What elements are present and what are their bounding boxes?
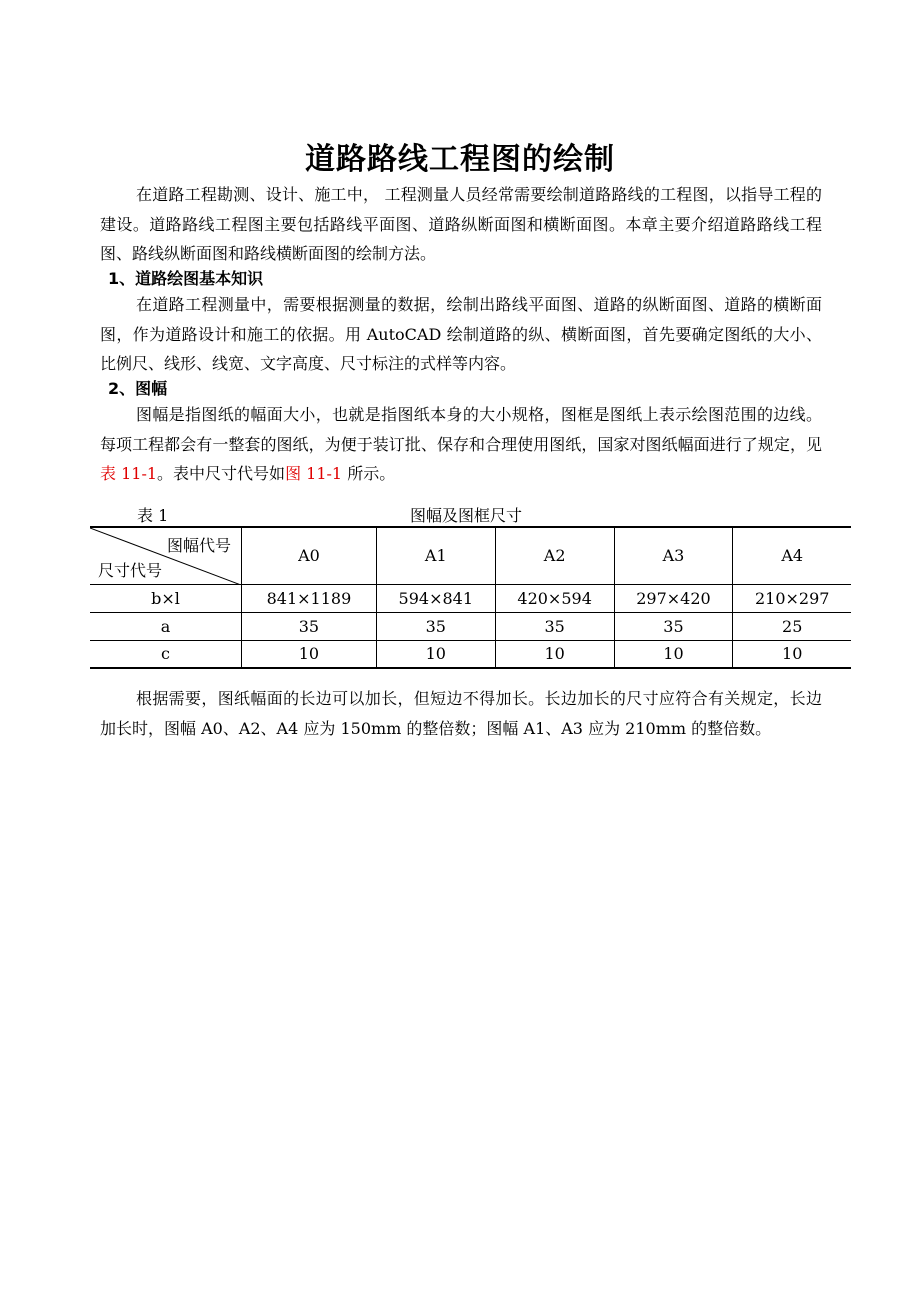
table-cell: 35 — [242, 612, 377, 640]
section2-text-1: 图幅是指图纸的幅面大小，也就是指图纸本身的大小规格，图框是图纸上表示绘图范围的边线。每项工程都会有一整套的图纸，为便于装订批、保存和合理使用图纸，国家对图纸幅面进行了规定，见 — [100, 405, 822, 454]
column-header: A2 — [495, 527, 614, 584]
table-cell: 10 — [733, 640, 851, 668]
row-label: c — [90, 640, 242, 668]
page-title: 道路路线工程图的绘制 — [305, 142, 615, 177]
section2-heading: 2、图幅 — [108, 379, 168, 398]
section2-paragraph — [100, 400, 822, 489]
table-cell: 35 — [495, 612, 614, 640]
table-cell: 10 — [495, 640, 614, 668]
table-header-row — [90, 527, 851, 584]
table-title: 图幅及图框尺寸 — [410, 506, 523, 525]
table-cell: 25 — [733, 612, 851, 640]
closing-paragraph: 根据需要，图纸幅面的长边可以加长，但短边不得加长。长边加长的尺寸应符合有关规定，长边加长时，图幅 A0、A2、A4 应为 150mm 的整倍数；图幅 A1、A3 应为 210mm 的整倍数。 — [100, 689, 822, 738]
figure-reference-link[interactable]: 图 11-1 — [285, 464, 343, 483]
table-cell: 10 — [614, 640, 733, 668]
corner-row-label: 尺寸代号 — [98, 560, 163, 580]
table-corner-cell — [90, 527, 242, 584]
section1-paragraph: 在道路工程测量中，需要根据测量的数据，绘制出路线平面图、道路的纵断面图、道路的横断面图，作为道路设计和施工的依据。用 AutoCAD 绘制道路的纵、横断面图，首先要确定图纸的大小、比例尺、线形、线宽、文字高度、尺寸标注的式样等内容。 — [100, 295, 822, 373]
paper-size-table — [90, 526, 851, 669]
corner-column-label: 图幅代号 — [166, 536, 231, 555]
table-row — [90, 612, 851, 640]
section1-heading: 1、道路绘图基本知识 — [108, 269, 264, 288]
row-label: b×l — [90, 584, 242, 612]
table-cell: 35 — [376, 612, 495, 640]
table-cell: 10 — [376, 640, 495, 668]
table-cell: 297×420 — [614, 584, 733, 612]
section2-text-2: 。表中尺寸代号如 — [157, 464, 286, 483]
column-header: A0 — [242, 527, 377, 584]
row-label: a — [90, 612, 242, 640]
intro-paragraph: 在道路工程勘测、设计、施工中， 工程测量人员经常需要绘制道路路线的工程图，以指导工程的建设。道路路线工程图主要包括路线平面图、道路纵断面图和横断面图。本章主要介绍道路路线工程图、路线纵断面图和路线横断面图的绘制方法。 — [100, 185, 822, 263]
table-row — [90, 640, 851, 668]
table-cell: 841×1189 — [242, 584, 377, 612]
column-header: A3 — [614, 527, 733, 584]
table-label: 表 1 — [137, 506, 169, 525]
table-cell: 594×841 — [376, 584, 495, 612]
table-cell: 35 — [614, 612, 733, 640]
section2-text-3: 所示。 — [342, 464, 396, 483]
table-reference-link[interactable]: 表 11-1 — [100, 464, 158, 483]
table-cell: 210×297 — [733, 584, 851, 612]
column-header: A4 — [733, 527, 851, 584]
column-header: A1 — [376, 527, 495, 584]
table-cell: 10 — [242, 640, 377, 668]
table-cell: 420×594 — [495, 584, 614, 612]
table-row — [90, 584, 851, 612]
